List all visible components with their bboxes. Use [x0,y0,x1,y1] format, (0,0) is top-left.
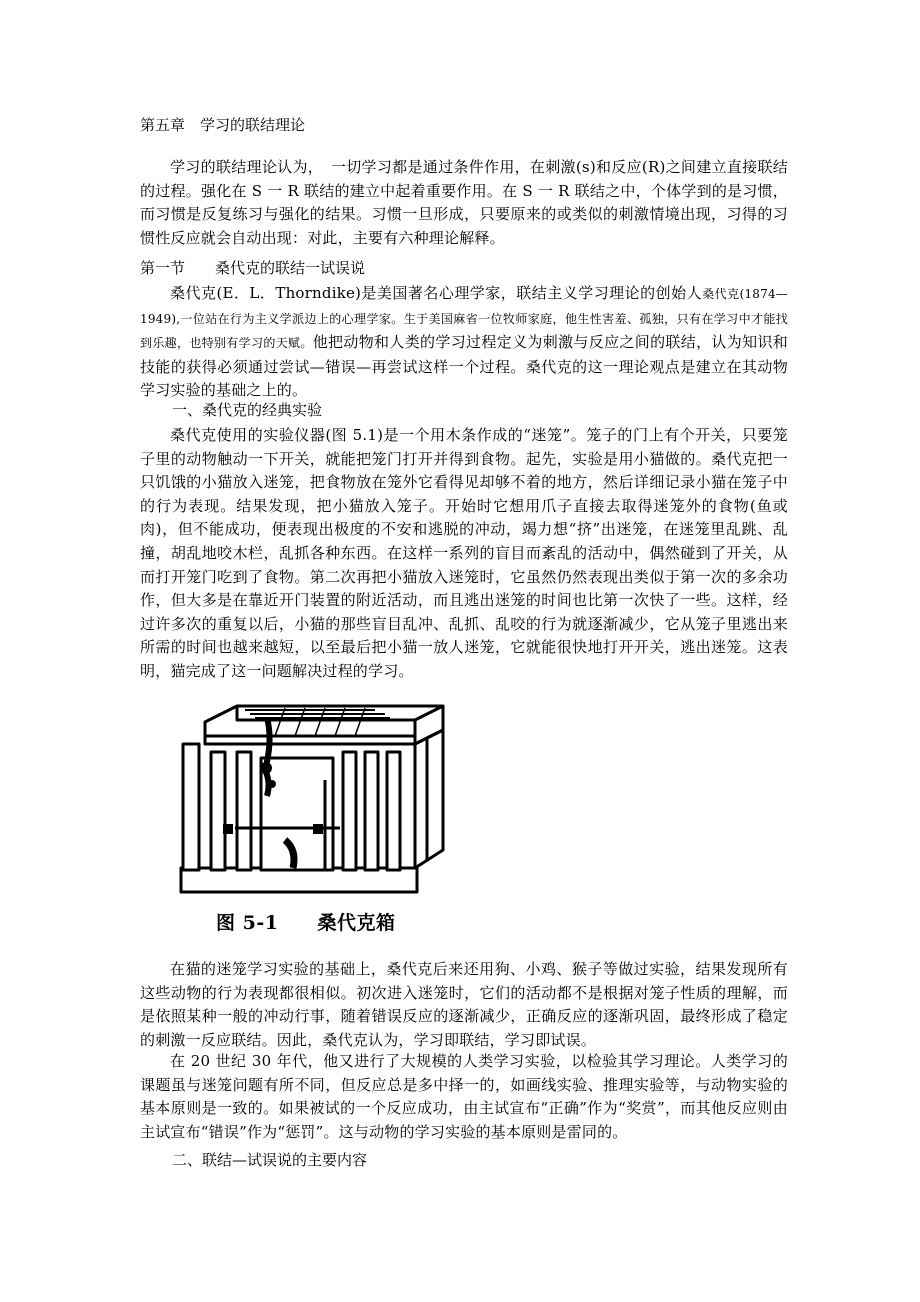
thorndike-lead-text: 桑代克(E．L．Thorndike)是美国著名心理学家，联结主义学习理论的创始人 [170,284,703,302]
animals-paragraph: 在猫的迷笼学习实验的基础上，桑代克后来还用狗、小鸡、猴子等做过实验，结果发现所有这些动物的行为表现都很相似。初次进入迷笼时，它们的活动都不是根据对笼子性质的理解，而是依照某种一般的冲动行事，随着错误反应的逐渐减少，正确反应的逐渐巩固，最终形成了稳定的刺激一反应联结。因此，桑代克认为，学习即联结，学习即试误。 [140,960,788,1049]
experiment-paragraph: 桑代克使用的实验仪器(图 5.1)是一个用木条作成的“迷笼”。笼子的门上有个开关，只要笼子里的动物触动一下开关，就能把笼门打开并得到食物。起先，实验是用小猫做的。桑代克把一只饥饿的小猫放入迷笼，把食物放在笼外它看得见却够不着的地方，然后详细记录小猫在笼子中的行为表现。结果发现，把小猫放入笼子。开始时它想用爪子直接去取得迷笼外的食物(鱼或肉)，但不能成功，便表现出极度的不安和逃脱的冲动，竭力想“挤”出迷笼，在迷笼里乱跳、乱撞，胡乱地咬木栏，乱抓各种东西。在这样一系列的盲目而紊乱的活动中，偶然碰到了开关，从而打开笼门吃到了食物。第二次再把小猫放入迷笼时，它虽然仍然表现出类似于第一次的多余功作，但大多是在靠近开门装置的附近活动，而且逃出迷笼的时间也比第一次快了一些。这样，经过许多次的重复以后，小猫的那些盲目乱冲、乱抓、乱咬的行为就逐渐减少，它从笼子里逃出来所需的时间也越来越短，以至最后把小猫一放人迷笼，它就能很快地打开开关，逃出迷笼。这表明，猫完成了这一问题解决过程的学习。 [140,426,788,680]
puzzle-box-figure [175,700,455,900]
figure-caption: 图 5-1 桑代克箱 [216,912,396,934]
human-experiment-paragraph: 在 20 世纪 30 年代，他又进行了大规模的人类学习实验，以检验其学习理论。人类学习的课题虽与迷笼问题有所不同，但反应总是多中择一的，如画线实验、推理实验等，与动物实验的基本原则是一致的。如果被试的一个反应成功，由主试宣布“正确”作为“奖赏”，而其他反应则由主试宣布“错误”作为“惩罚”。这与动物的学习实验的基本原则是雷同的。 [140,1052,788,1141]
content-heading: 二、联结—试误说的主要内容 [172,1151,368,1169]
chapter-title: 第五章 学习的联结理论 [140,116,306,134]
experiment-heading: 一、桑代克的经典实验 [172,401,323,419]
intro-paragraph: 学习的联结理论认为， 一切学习都是通过条件作用，在刺激(s)和反应(R)之间建立直接联结的过程。强化在 S 一 R 联结的建立中起着重要作用。在 S 一 R 联结之中，个体学到的是习惯，而习惯是反复练习与强化的结果。习惯一旦形成，只要原来的或类似的刺激情境出现，习得的习惯性反应就会自动出现：对此，主要有六种理论解释。 [140,158,788,247]
puzzle-box-illustration [175,700,455,900]
section-heading: 第一节 桑代克的联结一试误说 [140,259,366,277]
thorndike-bio-note: 桑代克(1874—1949),一位站在行为主义学派边上的心理学家。生于美国麻省一位牧师家庭，他生性害羞、孤独，只有在学习中才能找到乐趣，也特别有学习的天赋。 [140,287,788,351]
thorndike-rest-text: 他把动物和人类的学习过程定义为刺激与反应之间的联结，认为知识和技能的获得必须通过尝试—错误—再尝试这样一个过程。桑代克的这一理论观点是建立在其动物学习实验的基础之上的。 [140,333,788,400]
thorndike-paragraph [140,282,788,403]
